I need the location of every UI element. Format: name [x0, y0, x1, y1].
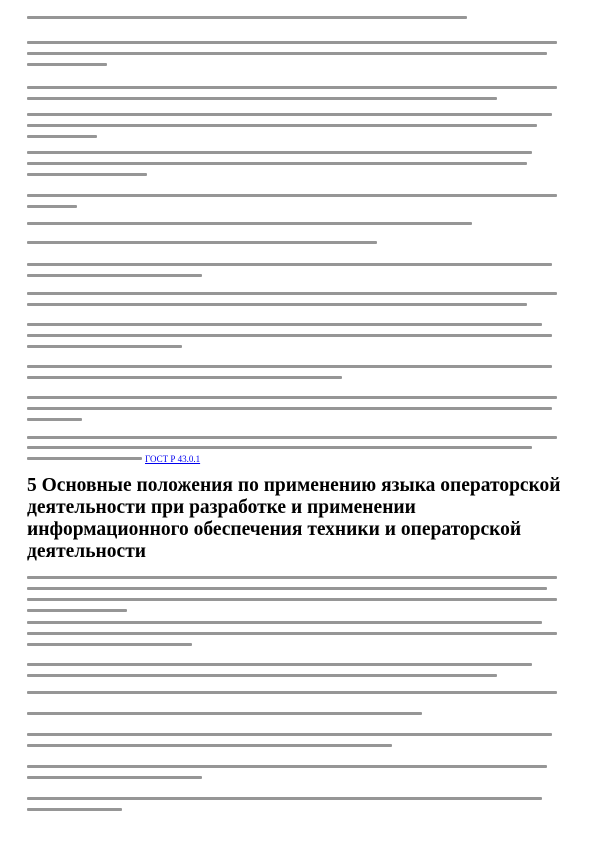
gost-reference-link[interactable]: ГОСТ Р 43.0.1 — [145, 454, 201, 464]
list-item-b — [27, 663, 567, 677]
paragraph — [27, 765, 567, 779]
clause-4-32-last-line — [27, 453, 567, 465]
section-heading: 5 Основные положения по применению языка операторской деятельности при разработке и применении информационного обеспечения техники и операторской деятельности — [27, 475, 561, 562]
clause-5-1 — [27, 576, 567, 612]
paragraph — [27, 194, 567, 208]
list-item-2 — [27, 86, 567, 100]
clause-4-29 — [27, 292, 567, 306]
list-item-dash-1 — [27, 691, 567, 694]
list-item-dash-2 — [27, 712, 567, 715]
clause-4-31 — [27, 396, 567, 421]
list-item-6 — [27, 241, 567, 244]
clause-4-32 — [27, 436, 567, 439]
paragraph — [27, 323, 567, 348]
paragraph-continuation — [27, 16, 567, 19]
clause-4-32-cont — [27, 446, 567, 449]
list-item-5 — [27, 222, 567, 225]
clause-4-30 — [27, 365, 567, 379]
list-item-4 — [27, 151, 567, 176]
list-item-1 — [27, 41, 567, 66]
list-item-3 — [27, 113, 567, 138]
paragraph-last — [27, 797, 567, 811]
list-item-c — [27, 733, 567, 747]
list-item-a — [27, 621, 567, 646]
list-item-7 — [27, 263, 567, 277]
